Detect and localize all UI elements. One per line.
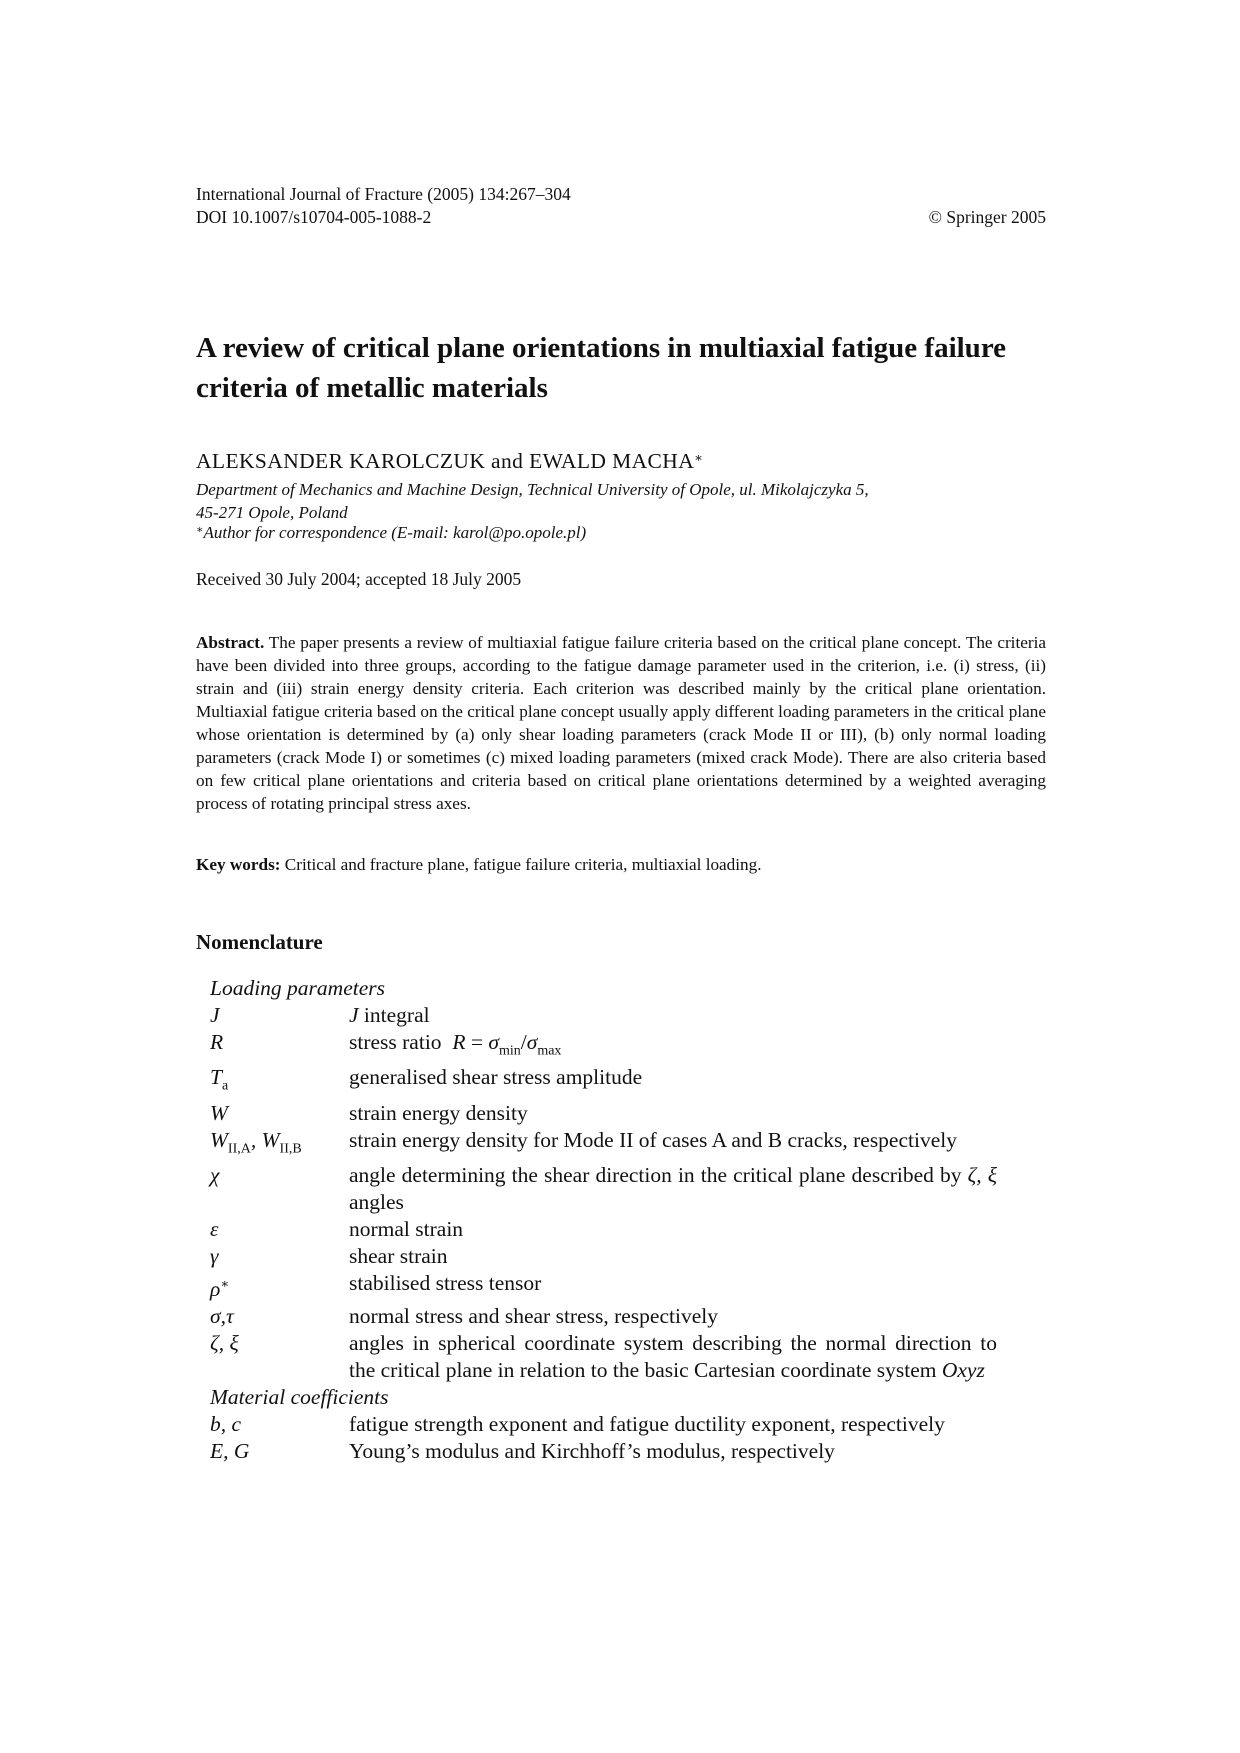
nomenclature-entry [210, 1216, 997, 1243]
nomenclature-entry [210, 1162, 997, 1216]
nomenclature-entry [210, 1411, 997, 1438]
correspondence [196, 523, 586, 543]
nomenclature-entry [210, 1303, 997, 1330]
author-names: ALEKSANDER KAROLCZUK and EWALD MACHA [196, 449, 695, 473]
symbol-gamma: γ [210, 1243, 219, 1268]
symbol-w2: $W_{II,A}$, $W_{II,B}$ [210, 1127, 302, 1156]
correspondence-asterisk: ∗ [196, 524, 204, 536]
keywords-label: Key words: [196, 855, 281, 874]
definition: angle determining the shear direction in the critical plane described by [349, 1162, 962, 1187]
symbol-r: R [210, 1030, 224, 1054]
subscript-max: max [537, 1043, 562, 1059]
abstract-label: Abstract. [196, 633, 265, 652]
definition: stabilised stress tensor [349, 1270, 542, 1295]
definition: fatigue strength exponent and fatigue ductility exponent, respectively [349, 1412, 945, 1437]
journal-citation: International Journal of Fracture (2005) 134:267–304 [196, 184, 571, 204]
keywords [196, 855, 762, 875]
received-dates: Received 30 July 2004; accepted 18 July 2005 [196, 569, 522, 589]
nomenclature-entry [210, 1270, 997, 1303]
def-symbol: ζ, ξ [967, 1162, 997, 1187]
author-asterisk: ∗ [694, 450, 704, 465]
def-symbol: J [349, 1003, 359, 1027]
nomenclature-heading: Nomenclature [196, 930, 323, 954]
affiliation [196, 478, 1046, 524]
symbol-sigma-tau: σ,τ [210, 1304, 234, 1329]
definition: stress ratio [349, 1030, 442, 1054]
symbol-j: J [210, 1003, 220, 1027]
definition: shear strain [349, 1243, 448, 1268]
affiliation-line-2: 45-271 Opole, Poland [196, 503, 348, 522]
abstract-text: The paper presents a review of multiaxial fatigue failure criteria based on the critical plane concept. The criteria have been divided into three groups, according to the fatigue damage parameter used in the criterion, i.e. (i) stress, (ii) strain and (iii) strain energy density criteria. Each criterion was described mainly by the critical plane orientation. Multiaxial fatigue criteria based on the critical plane concept usually apply different loading parameters in the critical plane whose orientation is determined by (a) only shear loading parameters (crack Mode II or III), (b) only normal loading parameters (crack Mode I) or sometimes (c) mixed loading parameters (mixed crack Mode). There are also criteria based on few critical plane orientations and criteria based on critical plane orientations determined by a weighted averaging process of rotating principal stress axes. [196, 633, 1046, 813]
title-line-2: criteria of metallic materials [196, 372, 548, 404]
definition: normal stress and shear stress, respectively [349, 1304, 718, 1329]
symbol-ta: $T_a$ [210, 1065, 229, 1094]
def-symbol: R [452, 1030, 466, 1054]
affiliation-line-1: Department of Mechanics and Machine Design, Technical University of Opole, ul. Mikolajczyka 5, [196, 480, 869, 499]
nomenclature-entry [210, 1438, 997, 1465]
nomenclature-list [210, 975, 997, 1465]
paper-title [196, 328, 1056, 408]
symbol-chi: χ [210, 1162, 220, 1187]
abstract [196, 631, 1046, 815]
nomenclature-section-material: Material coefficients [210, 1385, 389, 1410]
sigma-symbol: σ [488, 1030, 499, 1054]
symbol-e-g: E, G [210, 1439, 250, 1464]
copyright: © Springer 2005 [928, 207, 1046, 227]
definition: angles [349, 1189, 404, 1214]
nomenclature-entry [210, 1127, 997, 1162]
definition: integral [363, 1003, 430, 1027]
title-line-1: A review of critical plane orientations in multiaxial fatigue failure [196, 332, 1007, 364]
subscript-min: min [498, 1043, 521, 1059]
definition: normal strain [349, 1216, 464, 1241]
symbol-w: W [210, 1100, 228, 1125]
symbol-epsilon: ε [210, 1216, 219, 1241]
def-symbol: Oxyz [941, 1358, 985, 1383]
definition: strain energy density for Mode II of cases A and B cracks, respectively [349, 1127, 957, 1152]
symbol-rho: ρ∗ [210, 1275, 230, 1302]
correspondence-text: Author for correspondence (E-mail: karol@po.opole.pl) [203, 523, 587, 542]
doi: DOI 10.1007/s10704-005-1088-2 [196, 207, 432, 227]
sigma-symbol: σ [526, 1030, 538, 1054]
keywords-text: Critical and fracture plane, fatigue failure criteria, multiaxial loading. [284, 855, 762, 874]
definition: Young’s modulus and Kirchhoff’s modulus, respectively [349, 1439, 835, 1464]
definition: angles in spherical coordinate system describing the normal direction to the critical plane in relation to the basic Cartesian coordinate system [349, 1331, 997, 1383]
authors [196, 449, 703, 474]
nomenclature-entry [210, 1243, 997, 1270]
symbol-b-c: b, c [210, 1412, 242, 1437]
nomenclature-entry [210, 1002, 997, 1029]
definition: generalised shear stress amplitude [349, 1065, 643, 1090]
nomenclature-entry: R stress ratio $R = \sigma_{min}/\sigma_{max}$ [210, 1029, 997, 1064]
nomenclature-entry [210, 1064, 997, 1099]
nomenclature-entry [210, 1100, 997, 1127]
definition: strain energy density [349, 1100, 528, 1125]
nomenclature-section-loading: Loading parameters [210, 976, 385, 1000]
nomenclature-entry [210, 1330, 997, 1384]
journal-header [196, 183, 1046, 229]
symbol-zeta-xi: ζ, ξ [210, 1331, 239, 1356]
